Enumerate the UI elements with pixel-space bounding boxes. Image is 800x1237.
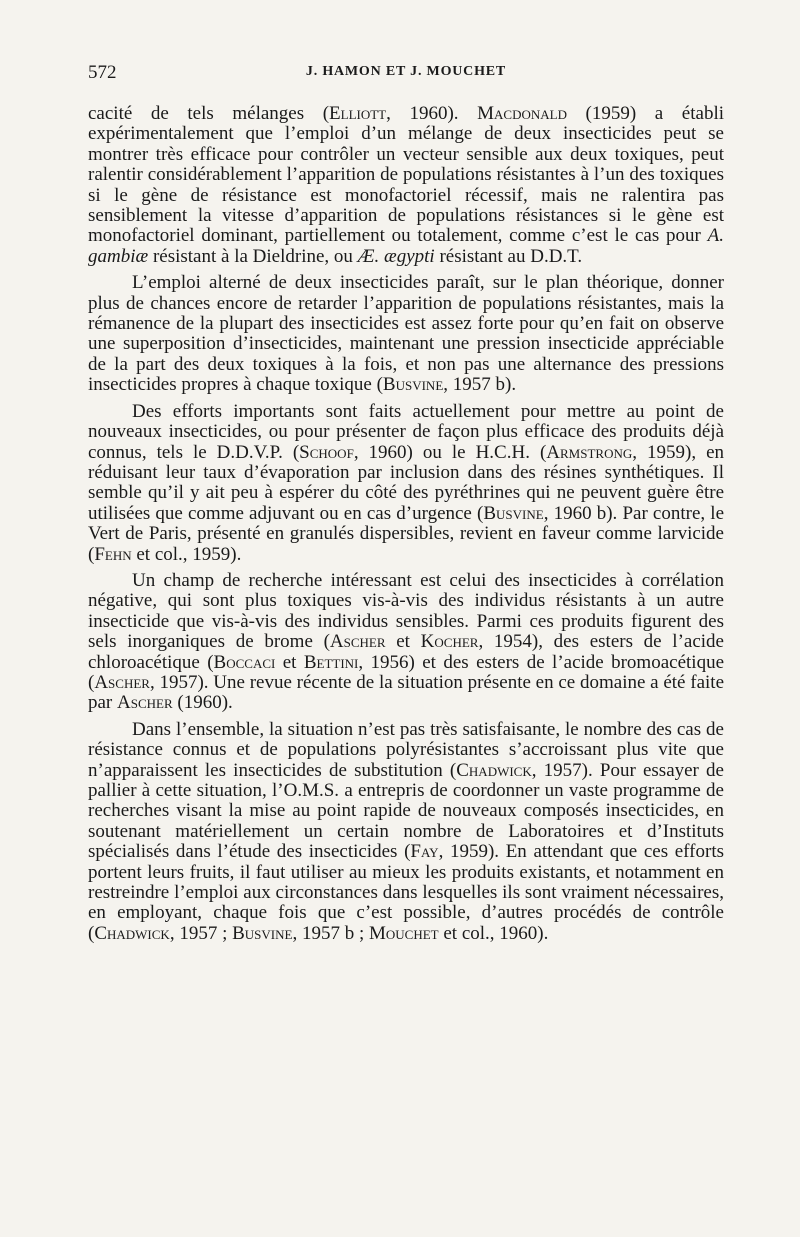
- article-body: [88, 104, 724, 944]
- text-run: Un champ de recherche intéressant est celui des insecticides à corrélation négative, qui sont plus toxiques vis-à-vis des individus résistants à un autre insecticide que vis-à-vis des individus sensibles. Parmi ces produits figurent des sels inorganiques de brome (: [88, 569, 724, 653]
- text-run: , 1959), en réduisant leur taux d’évaporation par inclusion dans des résines synthétiques. Il semble qu’il y ait peu à espérer du côté des pyréthrines qui ne peuvent guère être utilisées que comme adjuvant ou en cas d’urgence (: [88, 441, 725, 524]
- page: [88, 62, 724, 944]
- author-name: Fehn: [94, 543, 132, 565]
- text-run: et col., 1960).: [438, 922, 549, 944]
- text-run: , 1954), des esters de l’acide chloroacétique (: [88, 631, 724, 673]
- page-header: [88, 62, 724, 86]
- author-name: Chadwick: [456, 759, 532, 781]
- text-run: , 1960 b). Par contre, le Vert de Paris, présenté en granulés dispersibles, revient en faveur comme larvicide (: [88, 502, 724, 565]
- text-run: (1959) a établi expérimentalement que l’emploi d’un mélange de deux insecticides peut se montrer très efficace pour contrôler un vecteur sensible aux deux toxiques, peut ralentir considérablement l’apparition de populations résistantes à l’un des toxiques si le gène de résistance est monofactoriel récessif, mais ne ralentira pas sensiblement la vitesse d’apparition de populations résistances si le gène est monofactoriel dominant, partiellement ou totalement, comme c’est le cas pour: [88, 103, 725, 247]
- text-run: Des efforts importants sont faits actuellement pour mettre au point de nouveaux insecticides, ou pour présenter de façon plus efficace des produits déjà connus, tels le D.D.V.P. (: [88, 400, 724, 463]
- text-run: et: [385, 631, 421, 653]
- author-name: Busvine: [483, 502, 544, 524]
- author-name: Ascher: [117, 692, 173, 714]
- author-name: Mouchet: [368, 922, 439, 944]
- author-name: Macdonald: [477, 103, 567, 124]
- paragraph-5: [88, 720, 724, 944]
- text-run: (1960).: [172, 692, 233, 714]
- text-run: Dans l’ensemble, la situation n’est pas très satisfaisante, le nombre des cas de résistance connus et de populations polyrésistantes s’accroissant plus vite que n’apparaissent les insecticides de substitution (: [88, 718, 724, 781]
- author-name: Elliott: [329, 103, 387, 124]
- text-run: résistant à la Dieldrine, ou: [148, 245, 358, 267]
- text-run: cacité de tels mélanges (: [88, 103, 330, 124]
- author-name: Fay: [410, 841, 439, 863]
- text-run: , 1957 ;: [169, 922, 233, 944]
- text-run: , 1957 b).: [443, 374, 517, 396]
- author-name: Busvine: [382, 374, 444, 396]
- italic-term: A. gambiæ: [88, 225, 724, 267]
- text-run: , 1957). Pour essayer de pallier à cette situation, l’O.M.S. a entrepris de coordonner un vaste programme de recherches visant la mise au point rapide de nouveaux composés insecticides, en soutenant matériellement un certain nombre de Laboratoires et d’Instituts spécialisés dans l’étude des insecticides (: [88, 759, 724, 863]
- author-name: Ascher: [329, 631, 386, 653]
- paragraph-1: [88, 104, 724, 267]
- author-name: Chadwick: [94, 922, 170, 944]
- text-run: , 1957). Une revue récente de la situation présente en ce domaine a été faite par: [88, 671, 724, 714]
- text-run: résistant au D.D.T.: [434, 245, 583, 267]
- paragraph-2: [88, 273, 724, 395]
- running-title: J. HAMON ET J. MOUCHET: [305, 64, 507, 79]
- text-run: , 1960).: [386, 103, 478, 124]
- text-run: et: [275, 651, 304, 673]
- page-number: 572: [88, 62, 117, 83]
- text-run: , 1957 b ;: [292, 922, 369, 944]
- paragraph-4: [88, 571, 724, 714]
- italic-term: Æ. ægypti: [357, 245, 435, 267]
- author-name: Boccaci: [213, 651, 276, 673]
- author-name: Ascher: [94, 671, 150, 693]
- paragraph-3: [88, 402, 724, 565]
- text-run: , 1959). En attendant que ces efforts portent leurs fruits, il faut utiliser au mieux les produits existants, et notamment en restreindre l’emploi aux circonstances dans lesquelles ils sont vraiment nécessaires, en employant, chaque fois que c’est possible, d’autres procédés de contrôle (: [88, 841, 724, 944]
- text-run: , 1956) et des esters de l’acide bromoacétique (: [88, 651, 725, 693]
- author-name: Busvine: [232, 922, 293, 944]
- author-name: Armstrong: [546, 441, 633, 463]
- author-name: Schoof: [299, 441, 354, 463]
- text-run: , 1960) ou le H.C.H. (: [353, 441, 547, 463]
- author-name: Kocher: [420, 631, 479, 653]
- text-run: L’emploi alterné de deux insecticides paraît, sur le plan théorique, donner plus de chances encore de retarder l’apparition de populations résistantes, mais la rémanence de la plupart des insecticides est assez forte pour qu’en fait on observe une superposition d’insecticides, maintenant une pression insecticide appréciable de la part des deux toxiques à la fois, et non pas une alternance des pressions insecticides propres à chaque toxique (: [88, 272, 724, 396]
- author-name: Bettini: [303, 651, 359, 673]
- text-run: et col., 1959).: [131, 543, 242, 565]
